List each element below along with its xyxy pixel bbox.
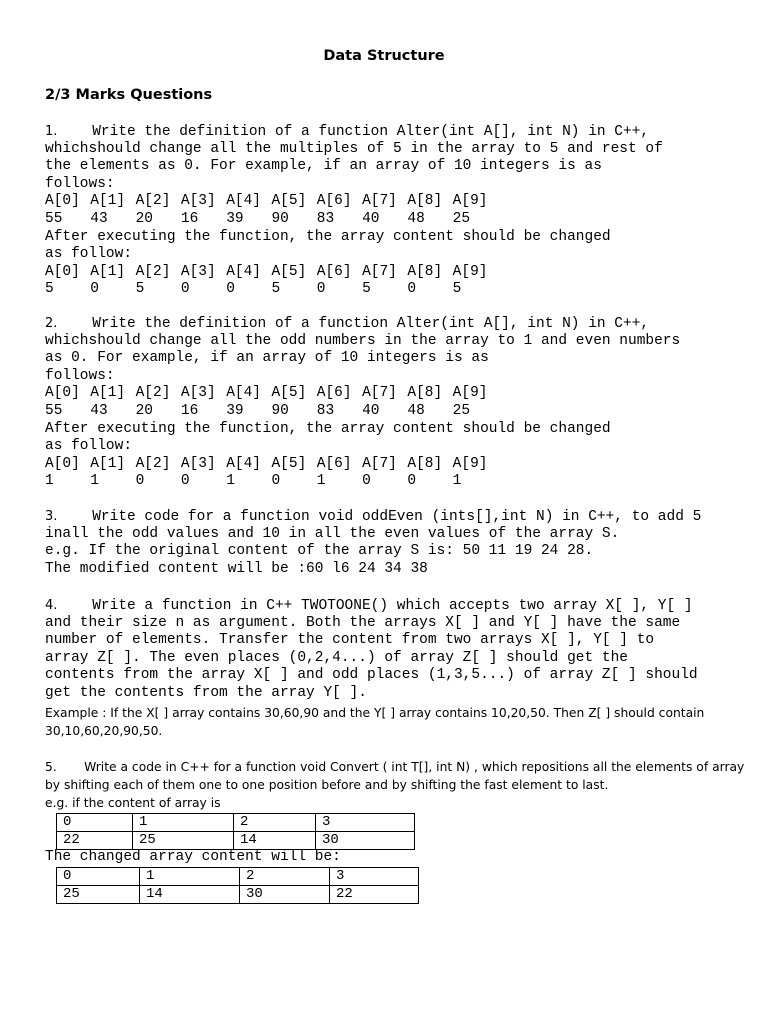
array-value-cell: 48 [407, 210, 425, 227]
array-value-cell: 5 [362, 281, 371, 298]
array-header-cell: A[0] [45, 455, 80, 472]
question-2-after-line-1: After executing the function, the array content should be changed [45, 420, 611, 437]
question-2-after-line-2: as follow: [45, 438, 133, 455]
question-4-line-6: get the contents from the array Y[ ]. [45, 684, 367, 701]
array-header-cell: A[9] [452, 263, 488, 280]
table-cell: 3 [330, 868, 419, 886]
table-cell: 22 [57, 832, 133, 850]
array-value-cell: 25 [452, 210, 471, 227]
array-value-cell: 48 [407, 402, 425, 419]
question-1-after-line-1: After executing the function, the array content should be changed [45, 228, 611, 245]
array-header-row [45, 193, 745, 211]
array-header-cell: A[6] [316, 193, 352, 210]
array-values-row [45, 211, 745, 229]
array-header-cell: A[3] [180, 263, 216, 280]
question-number: 1. [45, 124, 58, 139]
example-line: 30,10,60,20,90,50. [45, 724, 163, 738]
array-header-cell: A[9] [452, 385, 488, 402]
array-header-cell: A[6] [316, 455, 352, 472]
question-3 [45, 508, 745, 578]
array-header-cell: A[9] [452, 193, 488, 210]
original-array-table [56, 813, 415, 850]
question-1 [45, 123, 745, 299]
table-cell: 0 [57, 814, 133, 832]
question-4-line-4: array Z[ ]. The even places (0,2,4...) of array Z[ ] should get the [45, 649, 628, 666]
question-3-line-4: The modified content will be :60 l6 24 34 38 [45, 560, 428, 577]
array-value-cell: 16 [180, 210, 199, 227]
array-header-cell: A[7] [362, 263, 397, 280]
table-cell: 3 [316, 814, 415, 832]
array-values-row [45, 281, 745, 299]
array-value-cell: 0 [407, 473, 417, 490]
array-value-cell: 39 [226, 210, 244, 227]
array-header-cell: A[9] [452, 455, 488, 472]
array-value-cell: 0 [135, 473, 145, 490]
array-value-cell: 0 [316, 281, 326, 298]
question-number: 3. [45, 509, 58, 524]
array-value-cell: 20 [135, 210, 153, 227]
table-cell: 0 [57, 868, 140, 886]
array-value-cell: 0 [362, 473, 371, 490]
array-value-cell: 0 [180, 473, 190, 490]
array-header-cell: A[5] [271, 385, 307, 402]
changed-array-label: The changed array content will be: [45, 849, 341, 865]
question-5-line-1: 5. Write a code in C++ for a function void Convert ( int T[], int N) , which repositions all the elements of array [45, 760, 745, 774]
question-1-after-line-2: as follow: [45, 246, 133, 263]
array-header-cell: A[5] [271, 455, 307, 472]
array-header-cell: A[2] [135, 455, 171, 472]
array-values-row [45, 403, 745, 421]
array-header-cell: A[8] [407, 263, 443, 280]
array-value-cell: 1 [226, 473, 235, 490]
array-header-cell: A[4] [226, 263, 261, 280]
array-value-cell: 40 [362, 210, 380, 227]
question-4-line-1: 4. Write a function in C++ TWOTOONE() which accepts two array X[ ], Y[ ] [45, 598, 693, 614]
array-header-cell: A[4] [226, 455, 261, 472]
table-cell: 1 [140, 868, 240, 886]
array-header-cell: A[2] [135, 193, 171, 210]
table-cell: 22 [330, 886, 419, 904]
question-4-example [45, 704, 745, 740]
question-1-line-4: follows: [45, 175, 115, 192]
question-4-line-3: number of elements. Transfer the content from two arrays X[ ], Y[ ] to [45, 632, 655, 649]
array-value-cell: 0 [407, 281, 417, 298]
question-2-line-3: as 0. For example, if an array of 10 integers is as [45, 350, 489, 367]
question-number: 4. [45, 598, 58, 613]
array-header-cell: A[5] [271, 263, 307, 280]
question-2-line-1: 2. Write the definition of a function Alter(int A[], int N) in C++, [45, 316, 650, 332]
question-3-line-3: e.g. If the original content of the array S is: 50 11 19 24 28. [45, 543, 594, 560]
array-value-cell: 40 [362, 402, 380, 419]
array-value-cell: 55 [45, 402, 63, 419]
array-header-cell: A[8] [407, 385, 443, 402]
array-header-cell: A[0] [45, 385, 80, 402]
array-value-cell: 0 [226, 281, 235, 298]
array-value-cell: 55 [45, 210, 63, 227]
array-header-cell: A[7] [362, 455, 397, 472]
question-1-line-3: the elements as 0. For example, if an array of 10 integers is as [45, 158, 602, 175]
table-cell: 25 [133, 832, 234, 850]
table-row [57, 886, 419, 904]
array-header-cell: A[0] [45, 263, 80, 280]
array-value-cell: 1 [452, 473, 462, 490]
section-heading: 2/3 Marks Questions [45, 87, 213, 103]
array-value-cell: 1 [316, 473, 326, 490]
array-value-cell: 39 [226, 402, 244, 419]
question-3-line-2: inall the odd values and 10 in all the even values of the array S. [45, 525, 620, 542]
array-header-cell: A[0] [45, 193, 80, 210]
array-header-cell: A[4] [226, 385, 261, 402]
table-cell: 14 [234, 832, 316, 850]
table-row [57, 814, 415, 832]
array-header-cell: A[2] [135, 263, 171, 280]
question-5 [45, 758, 760, 812]
array-header-cell: A[1] [90, 193, 126, 210]
array-header-row [45, 456, 745, 474]
question-1-line-2: whichshould change all the multiples of 5 in the array to 5 and rest of [45, 140, 663, 157]
array-value-cell: 20 [135, 402, 153, 419]
table-cell: 2 [240, 868, 330, 886]
question-3-line-1: 3. Write code for a function void oddEven (ints[],int N) in C++, to add 5 [45, 509, 702, 525]
array-header-cell: A[3] [180, 455, 216, 472]
question-2-line-2: whichshould change all the odd numbers in the array to 1 and even numbers [45, 332, 681, 349]
array-value-cell: 1 [90, 473, 99, 490]
page-title: Data Structure [323, 48, 445, 64]
question-2-line-4: follows: [45, 367, 115, 384]
array-value-cell: 43 [90, 402, 108, 419]
array-header-cell: A[1] [90, 263, 126, 280]
array-value-cell: 0 [180, 281, 190, 298]
array-value-cell: 0 [271, 473, 281, 490]
array-value-cell: 5 [135, 281, 145, 298]
array-value-cell: 90 [271, 210, 289, 227]
table-cell: 30 [240, 886, 330, 904]
question-2 [45, 315, 745, 491]
array-value-cell: 5 [45, 281, 54, 298]
array-header-cell: A[4] [226, 193, 261, 210]
array-value-cell: 0 [90, 281, 99, 298]
array-header-cell: A[7] [362, 385, 397, 402]
array-value-cell: 90 [271, 402, 289, 419]
array-header-cell: A[6] [316, 385, 352, 402]
array-header-cell: A[3] [180, 193, 216, 210]
question-5-line-3: e.g. if the content of array is [45, 796, 221, 810]
array-header-cell: A[2] [135, 385, 171, 402]
question-4-line-2: and their size n as argument. Both the arrays X[ ] and Y[ ] have the same [45, 614, 681, 631]
table-cell: 25 [57, 886, 140, 904]
array-value-cell: 16 [180, 402, 199, 419]
table-cell: 2 [234, 814, 316, 832]
array-header-cell: A[6] [316, 263, 352, 280]
array-values-row [45, 473, 745, 491]
table-cell: 30 [316, 832, 415, 850]
question-number: 5. [45, 760, 57, 774]
changed-array-table [56, 867, 419, 904]
question-4-line-5: contents from the array X[ ] and odd places (1,3,5...) of array Z[ ] should [45, 667, 698, 684]
array-value-cell: 83 [316, 402, 335, 419]
array-header-cell: A[8] [407, 455, 443, 472]
array-header-cell: A[5] [271, 193, 307, 210]
table-cell: 14 [140, 886, 240, 904]
array-value-cell: 1 [45, 473, 54, 490]
array-header-row [45, 385, 745, 403]
array-header-cell: A[1] [90, 455, 126, 472]
array-value-cell: 5 [271, 281, 281, 298]
array-header-cell: A[8] [407, 193, 443, 210]
array-value-cell: 83 [316, 210, 335, 227]
array-value-cell: 5 [452, 281, 462, 298]
array-header-cell: A[1] [90, 385, 126, 402]
table-cell: 1 [133, 814, 234, 832]
question-number: 2. [45, 316, 58, 331]
question-1-line-1: 1. Write the definition of a function Alter(int A[], int N) in C++, [45, 124, 650, 140]
question-4 [45, 597, 745, 703]
table-row [57, 868, 419, 886]
array-value-cell: 25 [452, 402, 471, 419]
array-header-cell: A[3] [180, 385, 216, 402]
array-header-row [45, 264, 745, 282]
question-5-line-2: by shifting each of them one to one position before and by shifting the fast element to last. [45, 778, 609, 792]
table-row [57, 832, 415, 850]
array-header-cell: A[7] [362, 193, 397, 210]
array-value-cell: 43 [90, 210, 108, 227]
example-line: Example : If the X[ ] array contains 30,60,90 and the Y[ ] array contains 10,20,50. Then Z[ ] should contain [45, 706, 705, 720]
